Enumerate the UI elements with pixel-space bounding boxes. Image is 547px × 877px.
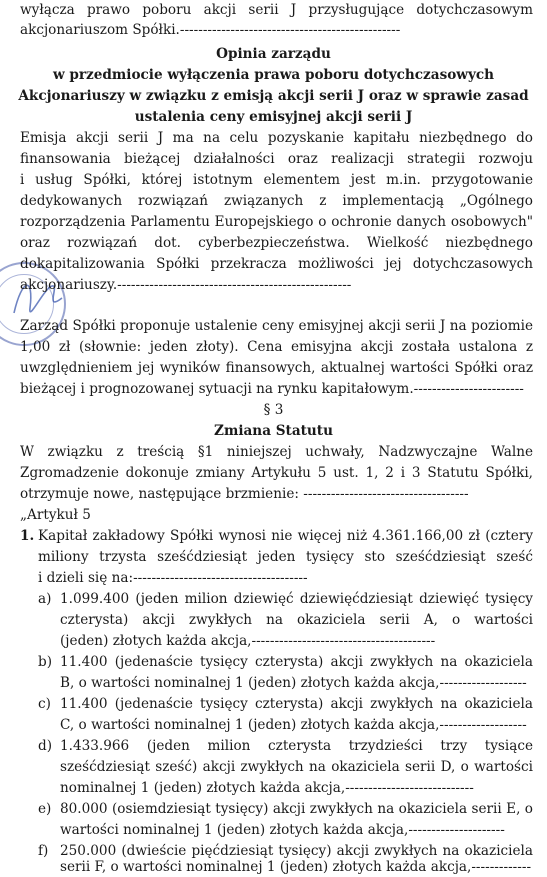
- sub-item-line: czterysta) akcji zwykłych na okaziciela serii A, o wartości: [60, 612, 533, 628]
- sub-label: c): [38, 696, 51, 712]
- sub-item-line: wartości nominalnej 1 (jeden) złotych każda akcja,---------------------: [60, 822, 505, 838]
- sub-label: f): [38, 843, 49, 859]
- list-item-line: Kapitał zakładowy Spółki wynosi nie więcej niż 4.361.166,00 zł (cztery: [38, 528, 533, 544]
- heading: w przedmiocie wyłączenia prawa poboru dotychczasowych: [52, 67, 495, 83]
- sub-label: b): [38, 654, 53, 670]
- paragraph-line: Emisja akcji serii J ma na celu pozyskanie kapitału niezbędnego do: [20, 130, 533, 146]
- sub-item-line: 11.400 (jedenaście tysięcy czterysta) akcji zwykłych na okaziciela: [60, 654, 533, 670]
- paragraph-line: otrzymuje nowe, następujące brzmienie: ------------------------------------: [20, 486, 469, 502]
- sub-item-line: 250.000 (dwieście pięćdziesiąt tysięcy) akcji zwykłych na okaziciela: [60, 843, 533, 859]
- list-item-line: miliony trzysta sześćdziesiąt jeden tysięcy sto sześćdziesiąt sześć: [38, 549, 533, 565]
- sub-item-line: (jeden) złotych każda akcja,----------------------------------------: [60, 633, 436, 649]
- heading: ustalenia ceny emisyjnej akcji serii J: [134, 109, 413, 125]
- sub-item-line: 1.099.400 (jeden milion dziewięć dziewięćdziesiąt dziewięć tysięcy: [60, 591, 533, 607]
- paragraph-line: Zarząd Spółki proponuje ustalenie ceny emisyjnej akcji serii J na poziomie: [20, 318, 533, 334]
- text-line: akcjonariuszom Spółki.------------------------------------------------: [20, 22, 401, 38]
- article-title: „Artykuł 5: [20, 507, 91, 523]
- text-line: wyłącza prawo poboru akcji serii J przysługujące dotychczasowym: [20, 2, 533, 18]
- paragraph-line: oraz rozwiązań dot. cyberbezpieczeństwa. Wielkość niezbędnego: [20, 235, 533, 251]
- paragraph-line: akcjonariuszy.---------------------------------------------------: [20, 277, 352, 293]
- paragraph-line: dokapitalizowania Spółki przekracza możliwości jej dotychczasowych: [20, 256, 533, 272]
- sub-item-line: 80.000 (osiemdziesiąt tysięcy) akcji zwykłych na okaziciela serii E, o: [60, 801, 533, 817]
- heading: Opinia zarządu: [216, 46, 331, 62]
- heading: Akcjonariuszy w związku z emisją akcji serii J oraz w sprawie zasad: [18, 88, 529, 104]
- sub-item-line: 11.400 (jedenaście tysięcy czterysta) akcji zwykłych na okaziciela: [60, 696, 533, 712]
- paragraph-line: dedykowanych rozwiązań związanych z implementacją „Ogólnego: [20, 193, 533, 209]
- paragraph-line: bieżącej i prognozowanej sytuacji na rynku kapitałowym.------------------------: [20, 381, 524, 397]
- paragraph-line: W związku z treścią §1 niniejszej uchwały, Nadzwyczajne Walne: [20, 444, 533, 460]
- paragraph-line: 1,00 zł (słownie: jeden złoty). Cena emisyjna akcji została ustalona z: [20, 339, 533, 355]
- section-heading: Zmiana Statutu: [214, 423, 333, 439]
- sub-item-line: sześćdziesiąt sześć) akcji zwykłych na okaziciela serii D, o wartości: [60, 759, 533, 775]
- list-item-line: i dzieli się na:--------------------------------------: [38, 570, 308, 586]
- sub-item-line: B, o wartości nominalnej 1 (jeden) złotych każda akcja,-------------------: [60, 675, 527, 691]
- paragraph-line: rozporządzenia Parlamentu Europejskiego o ochronie danych osobowych": [20, 214, 533, 230]
- paragraph-line: uwzględnieniem jej wyników finansowych, aktualnej wartości Spółki oraz: [20, 360, 533, 376]
- sub-item-line: C, o wartości nominalnej 1 (jeden) złotych każda akcja,-------------------: [60, 717, 527, 733]
- sub-item-line: 1.433.966 (jeden milion czterysta trzydzieści trzy tysiące: [60, 738, 533, 754]
- sub-item-line: serii F, o wartości nominalnej 1 (jeden) złotych każda akcja,-------------: [60, 859, 532, 875]
- sub-label: e): [38, 801, 52, 817]
- paragraph-line: Zgromadzenie dokonuje zmiany Artykułu 5 ust. 1, 2 i 3 Statutu Spółki,: [20, 465, 533, 481]
- paragraph-line: i usług Spółki, której istotnym elementem jest m.in. przygotowanie: [20, 172, 533, 188]
- sub-label: a): [38, 591, 52, 607]
- section-number: § 3: [263, 402, 284, 418]
- list-number: 1.: [20, 528, 35, 544]
- sub-item-line: nominalnej 1 (jeden) złotych każda akcja,----------------------------: [60, 780, 474, 796]
- sub-label: d): [38, 738, 53, 754]
- paragraph-line: finansowania bieżącej działalności oraz realizacji strategii rozwoju: [20, 151, 533, 167]
